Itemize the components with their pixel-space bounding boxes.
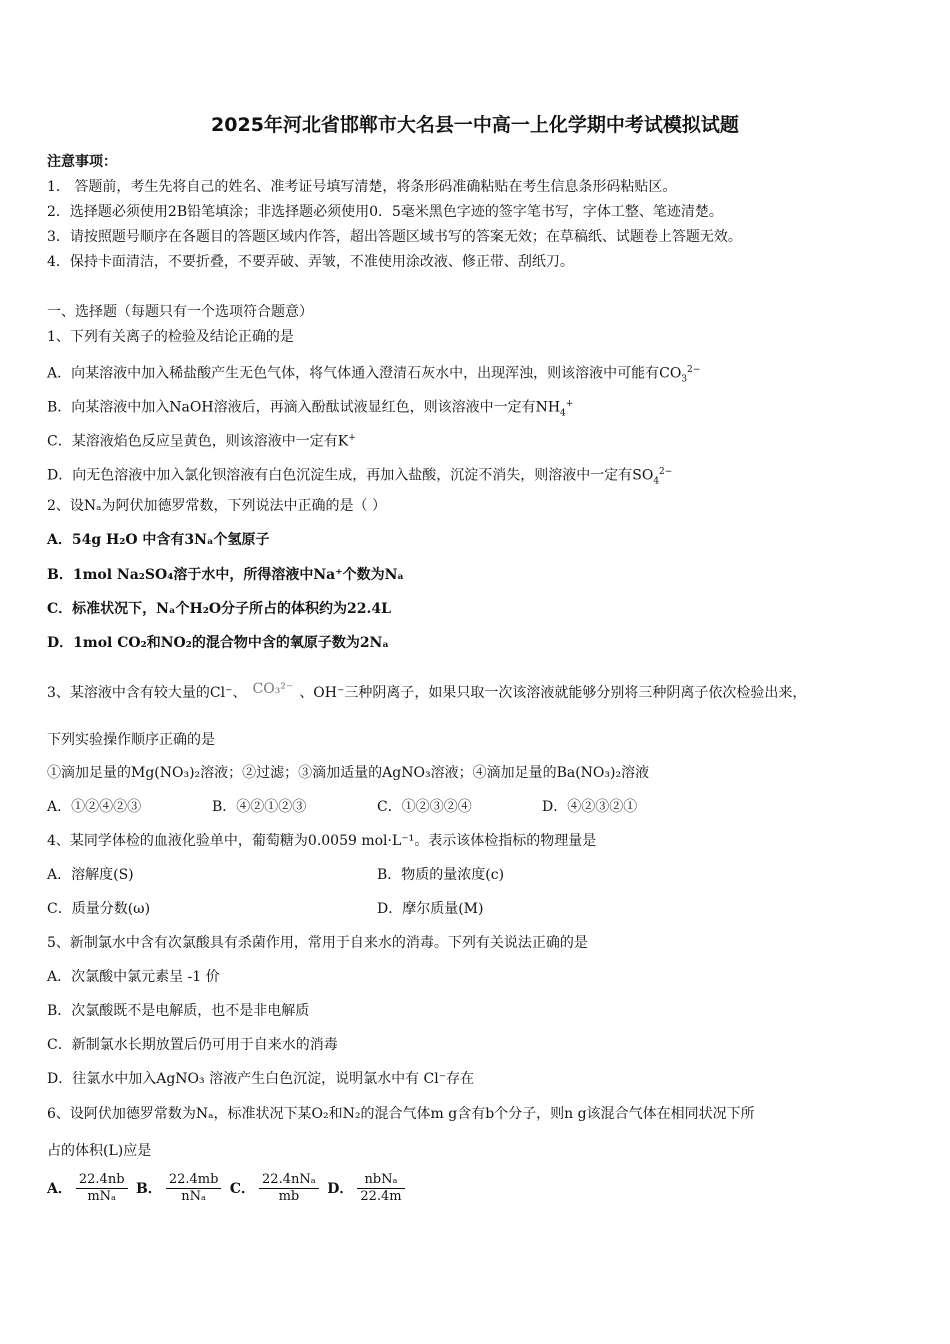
notice-item: 3．请按照题号顺序在各题目的答题区域内作答，超出答题区域书写的答案无效；在草稿纸、试题卷上答题无效。 bbox=[47, 229, 742, 245]
question-2-option-d: D．1mol CO₂和NO₂的混合物中含的氧原子数为2Nₐ bbox=[47, 635, 389, 651]
question-6-stem-cont: 占的体积(L)应是 bbox=[47, 1143, 152, 1159]
notice-heading: 注意事项： bbox=[47, 154, 117, 170]
question-3-option-c: C．①②③②④ bbox=[377, 799, 472, 815]
question-1-option-b: B．向某溶液中加入NaOH溶液后，再滴入酚酞试液显红色，则该溶液中一定有$NH_4^+$ bbox=[47, 399, 574, 419]
question-5-option-b: B．次氯酸既不是电解质，也不是非电解质 bbox=[47, 1003, 310, 1019]
question-3-option-d: D．④②③②① bbox=[542, 799, 638, 815]
question-2-option-c: C．标准状况下，Nₐ个H₂O分子所占的体积约为22.4L bbox=[47, 601, 391, 617]
question-6-option-c: C． $\frac{\text{22.4nNₐ}}{mb}$ bbox=[230, 1181, 327, 1197]
question-5-option-a: A．次氯酸中氯元素呈 -1 价 bbox=[47, 969, 220, 985]
question-6-options bbox=[47, 1172, 409, 1205]
question-4-option-c: C．质量分数(ω) bbox=[47, 901, 151, 917]
question-1-option-a: A．向某溶液中加入稀盐酸产生无色气体，将气体通入澄清石灰水中，出现浑浊，则该溶液中可能有$CO_3^{2-}$ bbox=[47, 365, 701, 385]
question-5-option-d: D．往氯水中加入AgNO₃ 溶液产生白色沉淀，说明氯水中有 Cl⁻存在 bbox=[47, 1071, 475, 1087]
question-6-option-d: D． $\frac{\text{nbNₐ}}{22.4m}$ bbox=[327, 1181, 408, 1197]
notice-item: 1． 答题前，考生先将自己的姓名、准考证号填写清楚，将条形码准确粘贴在考生信息条形码粘贴区。 bbox=[47, 179, 677, 195]
question-4-option-b: B．物质的量浓度(c) bbox=[377, 867, 505, 883]
question-3-option-b: B．④②①②③ bbox=[212, 799, 307, 815]
question-2-option-a: A．54g H₂O 中含有3Nₐ个氢原子 bbox=[47, 532, 270, 548]
question-2-stem: 2、设Nₐ为阿伏加德罗常数，下列说法中正确的是（ ） bbox=[47, 498, 387, 514]
question-4-stem: 4、某同学体检的血液化验单中，葡萄糖为0.0059 mol·L⁻¹。表示该体检指标的物理量是 bbox=[47, 833, 597, 849]
question-6-option-b: B． $\frac{22.4mb}{\text{nNₐ}}$ bbox=[136, 1181, 230, 1197]
question-4-option-a: A．溶解度(S) bbox=[47, 867, 134, 883]
question-1-option-d: D．向无色溶液中加入氯化钡溶液有白色沉淀生成，再加入盐酸，沉淀不消失，则溶液中一定有$SO_4^{2-}$ bbox=[47, 467, 673, 487]
question-1-stem: 1、下列有关离子的检验及结论正确的是 bbox=[47, 329, 294, 345]
question-1-option-c: C．某溶液焰色反应呈黄色，则该溶液中一定有K+ bbox=[47, 433, 356, 450]
section-heading: 一、选择题（每题只有一个选项符合题意） bbox=[47, 304, 313, 320]
question-2-option-b: B．1mol Na₂SO₄溶于水中，所得溶液中Na⁺个数为Nₐ bbox=[47, 567, 404, 583]
carbonate-formula-image: CO₃²⁻ bbox=[252, 681, 294, 697]
question-6-stem: 6、设阿伏加德罗常数为Nₐ，标准状况下某O₂和N₂的混合气体m g含有b个分子，则n g该混合气体在相同状况下所 bbox=[47, 1106, 755, 1122]
question-5-option-c: C．新制氯水长期放置后仍可用于自来水的消毒 bbox=[47, 1037, 338, 1053]
question-6-option-a: A． $\frac{22.4nb}{\text{mNₐ}}$ bbox=[47, 1181, 136, 1197]
question-3-stem-cont: 下列实验操作顺序正确的是 bbox=[47, 732, 215, 748]
question-3-steps: ①滴加足量的Mg(NO₃)₂溶液；②过滤；③滴加适量的AgNO₃溶液；④滴加足量的Ba(NO₃)₂溶液 bbox=[47, 765, 650, 781]
notice-item: 4．保持卡面清洁，不要折叠，不要弄破、弄皱，不准使用涂改液、修正带、刮纸刀。 bbox=[47, 254, 574, 270]
page-title: 2025年河北省邯郸市大名县一中高一上化学期中考试模拟试题 bbox=[211, 114, 739, 136]
question-5-stem: 5、新制氯水中含有次氯酸具有杀菌作用，常用于自来水的消毒。下列有关说法正确的是 bbox=[47, 935, 588, 951]
question-3-stem: 3、某溶液中含有较大量的Cl⁻、 CO₃²⁻ 、OH⁻三种阴离子，如果只取一次该溶液就能够分别将三种阴离子依次检验出来， bbox=[47, 681, 807, 701]
question-4-option-d: D．摩尔质量(M) bbox=[377, 901, 484, 917]
question-3-option-a: A．①②④②③ bbox=[47, 799, 142, 815]
notice-item: 2．选择题必须使用2B铅笔填涂；非选择题必须使用0．5毫米黑色字迹的签字笔书写，字体工整、笔迹清楚。 bbox=[47, 204, 723, 220]
